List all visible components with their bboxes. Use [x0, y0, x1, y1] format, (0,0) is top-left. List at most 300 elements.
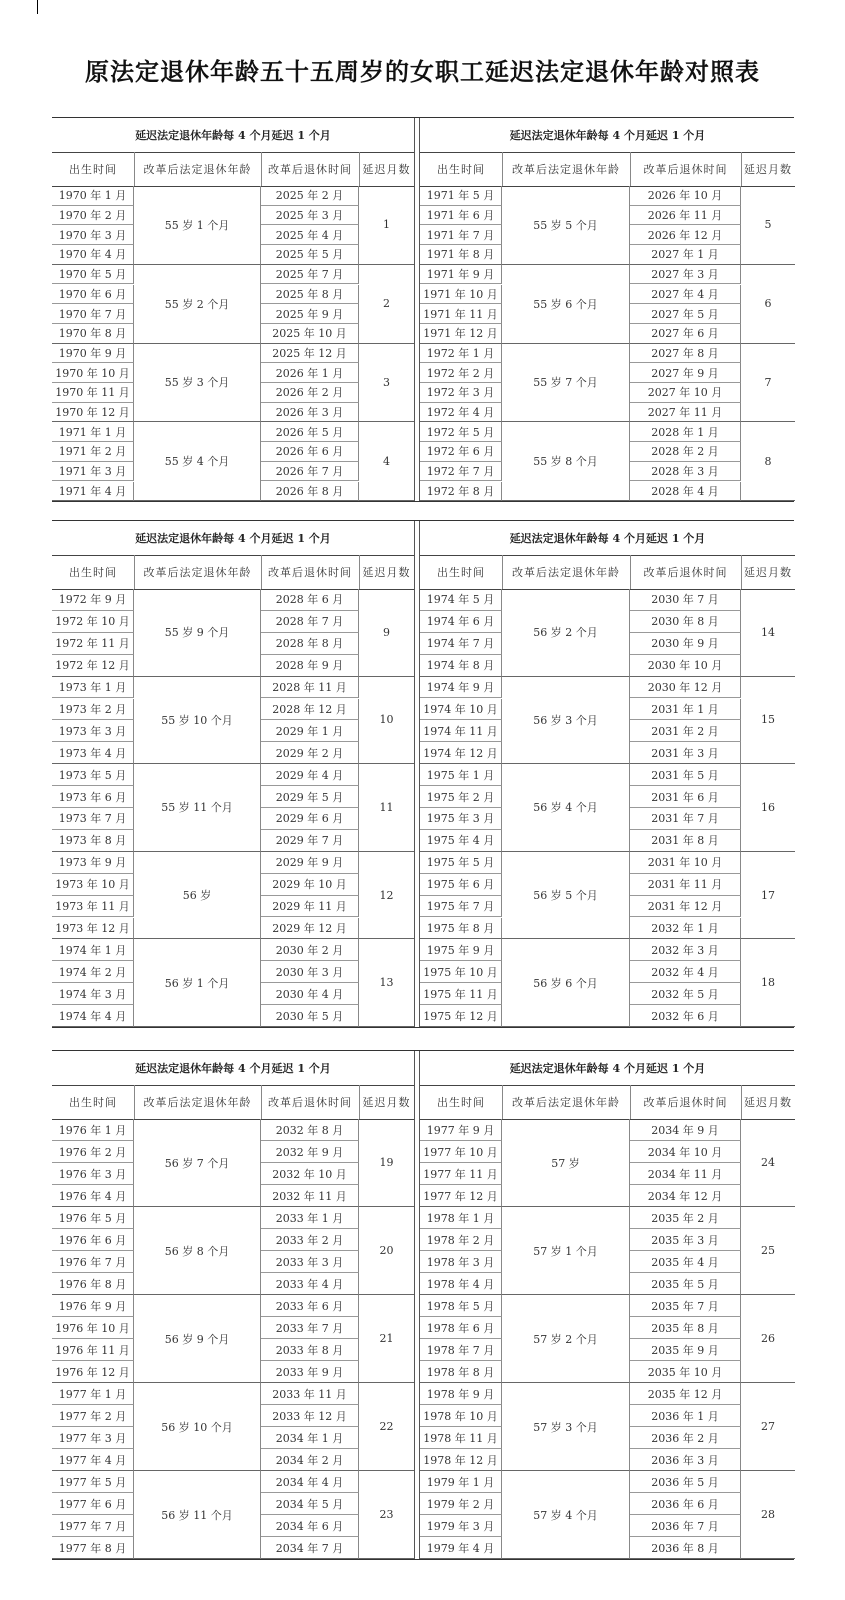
delay-months-header: 延迟月数: [744, 566, 792, 579]
retirement-time-cell: 2025 年 12 月: [261, 344, 359, 364]
birth-date-cell: 1978 年 7 月: [420, 1339, 502, 1361]
retirement-time-cell: 2033 年 11 月: [261, 1383, 359, 1405]
retirement-age-cell: 56 岁 5 个月: [502, 852, 630, 940]
retirement-time-cell: 2033 年 12 月: [261, 1405, 359, 1427]
birth-date-header: 出生时间: [52, 555, 135, 589]
retirement-time-cell: 2034 年 12 月: [630, 1185, 741, 1207]
table-header-title: 延迟法定退休年龄每 4 个月延迟 1 个月: [420, 118, 795, 153]
retirement-time-cell: 2029 年 5 月: [261, 786, 359, 808]
birth-date-cell: 1975 年 5 月: [420, 852, 502, 874]
retirement-age-cell: 55 岁 5 个月: [502, 186, 630, 265]
retirement-time-cell: 2033 年 3 月: [261, 1251, 359, 1273]
retirement-time-cell: 2034 年 2 月: [261, 1449, 359, 1471]
retirement-time-cell: 2029 年 2 月: [261, 742, 359, 764]
retirement-time-cell: 2035 年 9 月: [630, 1339, 741, 1361]
retirement-time-cell: 2029 年 1 月: [261, 720, 359, 742]
birth-date-cell: 1971 年 1 月: [52, 422, 134, 442]
column-header-row: [52, 555, 414, 590]
birth-date-header: 出生时间: [52, 152, 135, 186]
birth-date-cell: 1972 年 5 月: [420, 422, 502, 442]
birth-date-cell: 1972 年 10 月: [52, 611, 134, 633]
birth-date-cell: 1979 年 4 月: [420, 1537, 502, 1559]
retirement-time-cell: 2031 年 10 月: [630, 852, 741, 874]
retirement-time-cell: 2027 年 8 月: [630, 344, 741, 364]
birth-date-cell: 1975 年 4 月: [420, 830, 502, 852]
birth-date-cell: 1977 年 9 月: [420, 1119, 502, 1141]
birth-date-cell: 1978 年 1 月: [420, 1207, 502, 1229]
retirement-time-cell: 2031 年 5 月: [630, 764, 741, 786]
birth-date-cell: 1975 年 7 月: [420, 896, 502, 918]
delay-months-cell: 4: [359, 422, 414, 501]
birth-date-cell: 1973 年 6 月: [52, 786, 134, 808]
retirement-time-cell: 2035 年 4 月: [630, 1251, 741, 1273]
retirement-age-header: 改革后法定退休年龄: [502, 1085, 631, 1119]
retirement-time-cell: 2034 年 6 月: [261, 1515, 359, 1537]
delay-months-header: 延迟月数: [362, 566, 411, 579]
retirement-time-cell: 2025 年 5 月: [261, 245, 359, 265]
delay-months-cell: 27: [741, 1383, 795, 1471]
birth-date-cell: 1973 年 8 月: [52, 830, 134, 852]
birth-date-cell: 1976 年 12 月: [52, 1361, 134, 1383]
delay-months-cell: 12: [359, 852, 414, 940]
birth-date-cell: 1974 年 7 月: [420, 633, 502, 655]
birth-date-cell: 1970 年 11 月: [52, 383, 134, 403]
birth-date-cell: 1978 年 3 月: [420, 1251, 502, 1273]
retirement-time-cell: 2036 年 6 月: [630, 1493, 741, 1515]
retirement-age-cell: 56 岁 8 个月: [134, 1207, 261, 1295]
birth-date-cell: 1973 年 7 月: [52, 808, 134, 830]
retirement-time-cell: 2030 年 7 月: [630, 589, 741, 611]
delay-months-cell: 22: [359, 1383, 414, 1471]
birth-date-header: 出生时间: [420, 152, 503, 186]
retirement-age-cell: 55 岁 8 个月: [502, 422, 630, 501]
retirement-time-cell: 2029 年 9 月: [261, 852, 359, 874]
birth-date-cell: 1976 年 11 月: [52, 1339, 134, 1361]
birth-date-cell: 1971 年 11 月: [420, 304, 502, 324]
retirement-time-cell: 2026 年 10 月: [630, 186, 741, 206]
birth-date-cell: 1975 年 10 月: [420, 961, 502, 983]
retirement-age-cell: 56 岁 10 个月: [134, 1383, 261, 1471]
delay-months-cell: 21: [359, 1295, 414, 1383]
retirement-time-cell: 2027 年 4 月: [630, 285, 741, 305]
retirement-age-cell: 55 岁 10 个月: [134, 677, 261, 765]
birth-date-cell: 1974 年 12 月: [420, 742, 502, 764]
delay-months-cell: 28: [741, 1471, 795, 1559]
retirement-time-cell: 2034 年 4 月: [261, 1471, 359, 1493]
retirement-time-cell: 2026 年 1 月: [261, 363, 359, 383]
delay-months-cell: 24: [741, 1119, 795, 1207]
retirement-age-header: 改革后法定退休年龄: [134, 152, 262, 186]
table-half-right: [419, 118, 795, 501]
delay-months-cell: 15: [741, 677, 795, 765]
birth-date-cell: 1975 年 3 月: [420, 808, 502, 830]
retirement-time-cell: 2035 年 7 月: [630, 1295, 741, 1317]
birth-date-cell: 1971 年 9 月: [420, 265, 502, 285]
table-half-left: [52, 1051, 415, 1559]
birth-date-cell: 1974 年 6 月: [420, 611, 502, 633]
table-panel: [52, 117, 794, 502]
retirement-time-cell: 2026 年 8 月: [261, 482, 359, 502]
retirement-time-cell: 2029 年 10 月: [261, 874, 359, 896]
retirement-time-header: 改革后退休时间: [630, 1085, 742, 1119]
retirement-age-cell: 55 岁 6 个月: [502, 265, 630, 344]
delay-months-cell: 7: [741, 344, 795, 423]
retirement-time-cell: 2031 年 7 月: [630, 808, 741, 830]
retirement-time-cell: 2035 年 2 月: [630, 1207, 741, 1229]
birth-date-cell: 1978 年 12 月: [420, 1449, 502, 1471]
birth-date-cell: 1970 年 4 月: [52, 245, 134, 265]
retirement-time-cell: 2029 年 11 月: [261, 896, 359, 918]
delay-months-cell: 11: [359, 764, 414, 852]
retirement-age-cell: 56 岁 4 个月: [502, 764, 630, 852]
birth-date-cell: 1973 年 2 月: [52, 699, 134, 721]
retirement-time-cell: 2032 年 5 月: [630, 983, 741, 1005]
column-header-row: [420, 555, 795, 590]
birth-date-cell: 1975 年 2 月: [420, 786, 502, 808]
birth-date-cell: 1978 年 6 月: [420, 1317, 502, 1339]
birth-date-cell: 1972 年 4 月: [420, 403, 502, 423]
retirement-time-cell: 2027 年 6 月: [630, 324, 741, 344]
retirement-time-cell: 2035 年 8 月: [630, 1317, 741, 1339]
birth-date-cell: 1976 年 8 月: [52, 1273, 134, 1295]
delay-months-cell: 10: [359, 677, 414, 765]
birth-date-cell: 1971 年 3 月: [52, 462, 134, 482]
retirement-time-cell: 2030 年 12 月: [630, 677, 741, 699]
table-header-title: 延迟法定退休年龄每 4 个月延迟 1 个月: [52, 1051, 414, 1086]
retirement-time-cell: 2032 年 10 月: [261, 1163, 359, 1185]
birth-date-cell: 1973 年 3 月: [52, 720, 134, 742]
retirement-age-cell: 56 岁 7 个月: [134, 1119, 261, 1207]
text-cursor: [37, 0, 38, 14]
birth-date-cell: 1975 年 9 月: [420, 939, 502, 961]
birth-date-cell: 1970 年 9 月: [52, 344, 134, 364]
retirement-time-cell: 2026 年 5 月: [261, 422, 359, 442]
birth-date-header: 出生时间: [52, 1085, 135, 1119]
retirement-time-header: 改革后退休时间: [630, 152, 742, 186]
retirement-time-cell: 2028 年 3 月: [630, 462, 741, 482]
delay-months-cell: 6: [741, 265, 795, 344]
birth-date-cell: 1971 年 10 月: [420, 285, 502, 305]
birth-date-cell: 1976 年 7 月: [52, 1251, 134, 1273]
birth-date-cell: 1975 年 12 月: [420, 1005, 502, 1027]
birth-date-cell: 1970 年 1 月: [52, 186, 134, 206]
retirement-age-header: 改革后法定退休年龄: [502, 152, 631, 186]
retirement-time-cell: 2036 年 3 月: [630, 1449, 741, 1471]
birth-date-cell: 1976 年 5 月: [52, 1207, 134, 1229]
retirement-time-cell: 2032 年 9 月: [261, 1141, 359, 1163]
retirement-time-cell: 2036 年 7 月: [630, 1515, 741, 1537]
retirement-time-cell: 2027 年 11 月: [630, 403, 741, 423]
retirement-time-cell: 2034 年 1 月: [261, 1427, 359, 1449]
retirement-time-cell: 2034 年 7 月: [261, 1537, 359, 1559]
birth-date-cell: 1974 年 8 月: [420, 655, 502, 677]
retirement-time-cell: 2036 年 1 月: [630, 1405, 741, 1427]
retirement-age-header: 改革后法定退休年龄: [502, 555, 631, 589]
birth-date-cell: 1976 年 4 月: [52, 1185, 134, 1207]
birth-date-cell: 1975 年 8 月: [420, 918, 502, 940]
birth-date-cell: 1972 年 1 月: [420, 344, 502, 364]
delay-months-cell: 9: [359, 589, 414, 677]
column-header-row: [52, 1085, 414, 1120]
birth-date-cell: 1973 年 1 月: [52, 677, 134, 699]
birth-date-cell: 1974 年 9 月: [420, 677, 502, 699]
column-header-row: [420, 152, 795, 187]
birth-date-cell: 1971 年 5 月: [420, 186, 502, 206]
page-title: 原法定退休年龄五十五周岁的女职工延迟法定退休年龄对照表: [85, 57, 760, 86]
table-half-left: [52, 521, 415, 1027]
retirement-time-cell: 2027 年 9 月: [630, 363, 741, 383]
retirement-age-cell: 56 岁 3 个月: [502, 677, 630, 765]
retirement-age-cell: 56 岁 6 个月: [502, 939, 630, 1027]
delay-months-cell: 14: [741, 589, 795, 677]
delay-months-cell: 19: [359, 1119, 414, 1207]
retirement-time-cell: 2025 年 8 月: [261, 285, 359, 305]
birth-date-cell: 1972 年 9 月: [52, 589, 134, 611]
delay-months-cell: 2: [359, 265, 414, 344]
retirement-time-cell: 2035 年 5 月: [630, 1273, 741, 1295]
birth-date-cell: 1977 年 12 月: [420, 1185, 502, 1207]
retirement-time-cell: 2029 年 4 月: [261, 764, 359, 786]
birth-date-cell: 1973 年 11 月: [52, 896, 134, 918]
column-header-row: [52, 152, 414, 187]
retirement-time-cell: 2031 年 1 月: [630, 699, 741, 721]
birth-date-cell: 1978 年 5 月: [420, 1295, 502, 1317]
retirement-time-cell: 2030 年 10 月: [630, 655, 741, 677]
retirement-time-cell: 2026 年 7 月: [261, 462, 359, 482]
column-header-row: [420, 1085, 795, 1120]
birth-date-cell: 1974 年 3 月: [52, 983, 134, 1005]
retirement-time-cell: 2033 年 6 月: [261, 1295, 359, 1317]
retirement-time-cell: 2026 年 6 月: [261, 442, 359, 462]
retirement-age-cell: 57 岁: [502, 1119, 630, 1207]
retirement-time-cell: 2034 年 5 月: [261, 1493, 359, 1515]
retirement-time-cell: 2025 年 4 月: [261, 225, 359, 245]
retirement-time-cell: 2032 年 3 月: [630, 939, 741, 961]
birth-date-cell: 1977 年 10 月: [420, 1141, 502, 1163]
retirement-time-cell: 2028 年 11 月: [261, 677, 359, 699]
birth-date-cell: 1977 年 5 月: [52, 1471, 134, 1493]
retirement-time-header: 改革后退休时间: [261, 1085, 360, 1119]
birth-date-cell: 1974 年 5 月: [420, 589, 502, 611]
birth-date-cell: 1976 年 10 月: [52, 1317, 134, 1339]
retirement-time-cell: 2030 年 5 月: [261, 1005, 359, 1027]
delay-months-cell: 23: [359, 1471, 414, 1559]
retirement-time-cell: 2026 年 11 月: [630, 206, 741, 226]
retirement-time-cell: 2029 年 12 月: [261, 918, 359, 940]
birth-date-cell: 1971 年 2 月: [52, 442, 134, 462]
retirement-time-cell: 2034 年 9 月: [630, 1119, 741, 1141]
table-half-right: [419, 521, 795, 1027]
birth-date-cell: 1976 年 6 月: [52, 1229, 134, 1251]
retirement-time-cell: 2029 年 7 月: [261, 830, 359, 852]
birth-date-cell: 1976 年 1 月: [52, 1119, 134, 1141]
retirement-time-cell: 2031 年 3 月: [630, 742, 741, 764]
retirement-time-cell: 2030 年 2 月: [261, 939, 359, 961]
retirement-age-cell: 55 岁 7 个月: [502, 344, 630, 423]
birth-date-cell: 1973 年 4 月: [52, 742, 134, 764]
retirement-age-cell: 55 岁 4 个月: [134, 422, 261, 501]
retirement-time-header: 改革后退休时间: [261, 152, 360, 186]
retirement-time-cell: 2029 年 6 月: [261, 808, 359, 830]
retirement-age-cell: 57 岁 3 个月: [502, 1383, 630, 1471]
birth-date-cell: 1970 年 2 月: [52, 206, 134, 226]
birth-date-cell: 1970 年 7 月: [52, 304, 134, 324]
retirement-time-cell: 2028 年 1 月: [630, 422, 741, 442]
retirement-time-cell: 2026 年 3 月: [261, 403, 359, 423]
retirement-age-cell: 56 岁 9 个月: [134, 1295, 261, 1383]
birth-date-cell: 1977 年 3 月: [52, 1427, 134, 1449]
birth-date-cell: 1970 年 3 月: [52, 225, 134, 245]
retirement-time-cell: 2035 年 12 月: [630, 1383, 741, 1405]
birth-date-cell: 1978 年 10 月: [420, 1405, 502, 1427]
retirement-age-cell: 56 岁 1 个月: [134, 939, 261, 1027]
retirement-age-cell: 57 岁 2 个月: [502, 1295, 630, 1383]
retirement-time-cell: 2028 年 9 月: [261, 655, 359, 677]
birth-date-cell: 1977 年 4 月: [52, 1449, 134, 1471]
delay-months-cell: 13: [359, 939, 414, 1027]
birth-date-cell: 1974 年 10 月: [420, 699, 502, 721]
birth-date-cell: 1978 年 8 月: [420, 1361, 502, 1383]
retirement-time-cell: 2025 年 3 月: [261, 206, 359, 226]
retirement-time-cell: 2028 年 6 月: [261, 589, 359, 611]
retirement-time-cell: 2033 年 2 月: [261, 1229, 359, 1251]
birth-date-cell: 1974 年 2 月: [52, 961, 134, 983]
birth-date-cell: 1977 年 8 月: [52, 1537, 134, 1559]
retirement-time-cell: 2032 年 6 月: [630, 1005, 741, 1027]
retirement-time-cell: 2032 年 8 月: [261, 1119, 359, 1141]
retirement-time-cell: 2030 年 4 月: [261, 983, 359, 1005]
retirement-age-cell: 55 岁 3 个月: [134, 344, 261, 423]
retirement-time-cell: 2033 年 1 月: [261, 1207, 359, 1229]
birth-date-cell: 1973 年 10 月: [52, 874, 134, 896]
retirement-age-header: 改革后法定退休年龄: [134, 555, 262, 589]
birth-date-cell: 1974 年 4 月: [52, 1005, 134, 1027]
retirement-age-cell: 55 岁 2 个月: [134, 265, 261, 344]
retirement-age-cell: 55 岁 11 个月: [134, 764, 261, 852]
retirement-time-cell: 2031 年 2 月: [630, 720, 741, 742]
retirement-age-header: 改革后法定退休年龄: [134, 1085, 262, 1119]
retirement-time-cell: 2035 年 10 月: [630, 1361, 741, 1383]
birth-date-cell: 1973 年 12 月: [52, 918, 134, 940]
retirement-time-cell: 2028 年 2 月: [630, 442, 741, 462]
retirement-time-cell: 2033 年 9 月: [261, 1361, 359, 1383]
birth-date-cell: 1970 年 5 月: [52, 265, 134, 285]
retirement-age-cell: 56 岁 2 个月: [502, 589, 630, 677]
retirement-time-cell: 2030 年 9 月: [630, 633, 741, 655]
birth-date-cell: 1978 年 2 月: [420, 1229, 502, 1251]
retirement-time-cell: 2027 年 1 月: [630, 245, 741, 265]
table-half-right: [419, 1051, 795, 1559]
birth-date-cell: 1973 年 5 月: [52, 764, 134, 786]
birth-date-cell: 1972 年 7 月: [420, 462, 502, 482]
retirement-time-cell: 2036 年 8 月: [630, 1537, 741, 1559]
retirement-time-cell: 2027 年 10 月: [630, 383, 741, 403]
retirement-age-cell: 57 岁 4 个月: [502, 1471, 630, 1559]
retirement-time-cell: 2035 年 3 月: [630, 1229, 741, 1251]
birth-date-cell: 1979 年 1 月: [420, 1471, 502, 1493]
delay-months-cell: 17: [741, 852, 795, 940]
delay-months-cell: 8: [741, 422, 795, 501]
retirement-time-cell: 2027 年 5 月: [630, 304, 741, 324]
retirement-age-cell: 55 岁 9 个月: [134, 589, 261, 677]
birth-date-cell: 1978 年 9 月: [420, 1383, 502, 1405]
retirement-age-cell: 56 岁 11 个月: [134, 1471, 261, 1559]
retirement-time-cell: 2028 年 8 月: [261, 633, 359, 655]
birth-date-cell: 1971 年 12 月: [420, 324, 502, 344]
delay-months-cell: 16: [741, 764, 795, 852]
table-half-left: [52, 118, 415, 501]
birth-date-cell: 1977 年 7 月: [52, 1515, 134, 1537]
delay-months-cell: 25: [741, 1207, 795, 1295]
delay-months-cell: 1: [359, 186, 414, 265]
birth-date-cell: 1970 年 12 月: [52, 403, 134, 423]
retirement-age-cell: 56 岁: [134, 852, 261, 940]
birth-date-cell: 1977 年 6 月: [52, 1493, 134, 1515]
table-header-title: 延迟法定退休年龄每 4 个月延迟 1 个月: [420, 1051, 795, 1086]
birth-date-header: 出生时间: [420, 1085, 503, 1119]
birth-date-cell: 1975 年 6 月: [420, 874, 502, 896]
birth-date-cell: 1976 年 2 月: [52, 1141, 134, 1163]
birth-date-cell: 1979 年 3 月: [420, 1515, 502, 1537]
retirement-time-cell: 2026 年 2 月: [261, 383, 359, 403]
delay-months-header: 延迟月数: [744, 163, 792, 176]
table-panel: [52, 520, 794, 1028]
retirement-time-cell: 2031 年 8 月: [630, 830, 741, 852]
delay-months-cell: 26: [741, 1295, 795, 1383]
birth-date-cell: 1977 年 2 月: [52, 1405, 134, 1427]
birth-date-cell: 1972 年 6 月: [420, 442, 502, 462]
birth-date-cell: 1977 年 1 月: [52, 1383, 134, 1405]
retirement-time-cell: 2027 年 3 月: [630, 265, 741, 285]
delay-months-cell: 3: [359, 344, 414, 423]
birth-date-cell: 1972 年 12 月: [52, 655, 134, 677]
delay-months-cell: 20: [359, 1207, 414, 1295]
retirement-time-cell: 2036 年 5 月: [630, 1471, 741, 1493]
delay-months-header: 延迟月数: [744, 1096, 792, 1109]
retirement-time-cell: 2031 年 6 月: [630, 786, 741, 808]
birth-date-cell: 1974 年 1 月: [52, 939, 134, 961]
birth-date-cell: 1975 年 1 月: [420, 764, 502, 786]
birth-date-cell: 1971 年 6 月: [420, 206, 502, 226]
birth-date-cell: 1970 年 6 月: [52, 285, 134, 305]
birth-date-cell: 1975 年 11 月: [420, 983, 502, 1005]
retirement-time-cell: 2025 年 9 月: [261, 304, 359, 324]
retirement-time-header: 改革后退休时间: [261, 555, 360, 589]
retirement-age-cell: 57 岁 1 个月: [502, 1207, 630, 1295]
birth-date-cell: 1971 年 7 月: [420, 225, 502, 245]
retirement-time-cell: 2026 年 12 月: [630, 225, 741, 245]
retirement-time-cell: 2032 年 4 月: [630, 961, 741, 983]
table-header-title: 延迟法定退休年龄每 4 个月延迟 1 个月: [52, 118, 414, 153]
retirement-time-cell: 2031 年 11 月: [630, 874, 741, 896]
retirement-time-cell: 2034 年 10 月: [630, 1141, 741, 1163]
birth-date-cell: 1973 年 9 月: [52, 852, 134, 874]
delay-months-header: 延迟月数: [362, 1096, 411, 1109]
retirement-time-cell: 2028 年 12 月: [261, 699, 359, 721]
retirement-time-cell: 2036 年 2 月: [630, 1427, 741, 1449]
birth-date-cell: 1978 年 4 月: [420, 1273, 502, 1295]
retirement-time-header: 改革后退休时间: [630, 555, 742, 589]
birth-date-cell: 1970 年 10 月: [52, 363, 134, 383]
birth-date-cell: 1971 年 4 月: [52, 482, 134, 502]
table-header-title: 延迟法定退休年龄每 4 个月延迟 1 个月: [52, 521, 414, 556]
retirement-time-cell: 2031 年 12 月: [630, 896, 741, 918]
retirement-time-cell: 2030 年 8 月: [630, 611, 741, 633]
birth-date-cell: 1977 年 11 月: [420, 1163, 502, 1185]
birth-date-cell: 1972 年 2 月: [420, 363, 502, 383]
retirement-time-cell: 2033 年 7 月: [261, 1317, 359, 1339]
retirement-time-cell: 2034 年 11 月: [630, 1163, 741, 1185]
